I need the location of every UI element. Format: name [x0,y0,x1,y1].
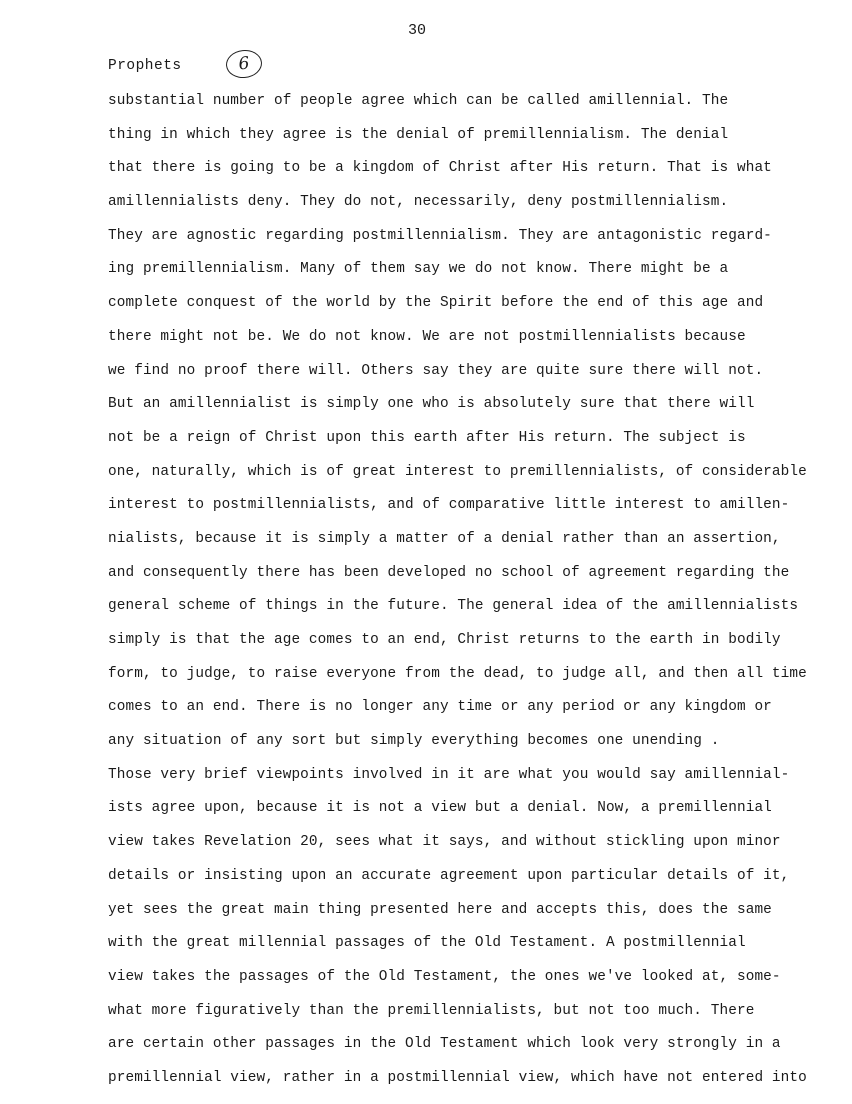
text-line: yet sees the great main thing presented here and accepts this, does the same [108,901,772,918]
text-line: comes to an end. There is no longer any time or any period or any kingdom or [108,699,772,716]
text-line: interest to postmillennialists, and of comparative little interest to amillen- [108,497,790,514]
text-line: details or insisting upon an accurate agreement upon particular details of it, [108,867,790,884]
text-line: ing premillennialism. Many of them say we do not know. There might be a [108,261,729,278]
text-line: any situation of any sort but simply everything becomes one unending . [108,733,720,750]
text-line: general scheme of things in the future. The general idea of the amillennialists [108,598,799,615]
page-number: 30 [408,22,427,39]
text-line: form, to judge, to raise everyone from the dead, to judge all, and then all time [108,665,807,682]
text-line: we find no proof there will. Others say they are quite sure there will not. [108,362,764,379]
text-line: one, naturally, which is of great interest to premillennialists, of considerable [108,463,807,480]
text-line: But an amillennialist is simply one who is absolutely sure that there will [108,396,755,413]
section-header [108,54,262,78]
text-line: simply is that the age comes to an end, Christ returns to the earth in bodily [108,632,781,648]
section-label: Prophets [108,58,182,74]
text-line: there might not be. We do not know. We are not postmillennialists because [108,328,746,345]
text-line: Those very brief viewpoints involved in it are what you would say amillennial- [108,766,790,783]
text-line: not be a reign of Christ upon this earth after His return. The subject is [108,429,746,446]
text-line: are certain other passages in the Old Testament which look very strongly in a [108,1036,781,1053]
text-line: that there is going to be a kingdom of Christ after His return. That is what [108,160,772,177]
text-line: view takes the passages of the Old Testament, the ones we've looked at, some- [108,968,781,985]
text-line: complete conquest of the world by the Spirit before the end of this age and [108,295,764,312]
text-line: thing in which they agree is the denial of premillennialism. The denial [108,126,729,143]
text-line: what more figuratively than the premillennialists, but not too much. There [108,1002,755,1019]
text-line: substantial number of people agree which can be called amillennial. The [108,93,729,109]
body-text [108,90,808,1101]
text-line: They are agnostic regarding postmillennialism. They are antagonistic regard- [108,227,772,244]
text-line: with the great millennial passages of the Old Testament. A postmillennial [108,935,746,952]
text-line: amillennialists deny. They do not, necessarily, deny postmillennialism. [108,194,729,211]
text-line: premillennial view, rather in a postmillennial view, which have not entered into [108,1069,807,1086]
circled-page-marker: 6 [224,48,263,80]
text-line: ists agree upon, because it is not a view but a denial. Now, a premillennial [108,800,772,817]
text-line: nialists, because it is simply a matter of a denial rather than an assertion, [108,530,781,547]
text-line: and consequently there has been developed no school of agreement regarding the [108,564,790,581]
text-line: view takes Revelation 20, sees what it says, and without stickling upon minor [108,834,781,851]
